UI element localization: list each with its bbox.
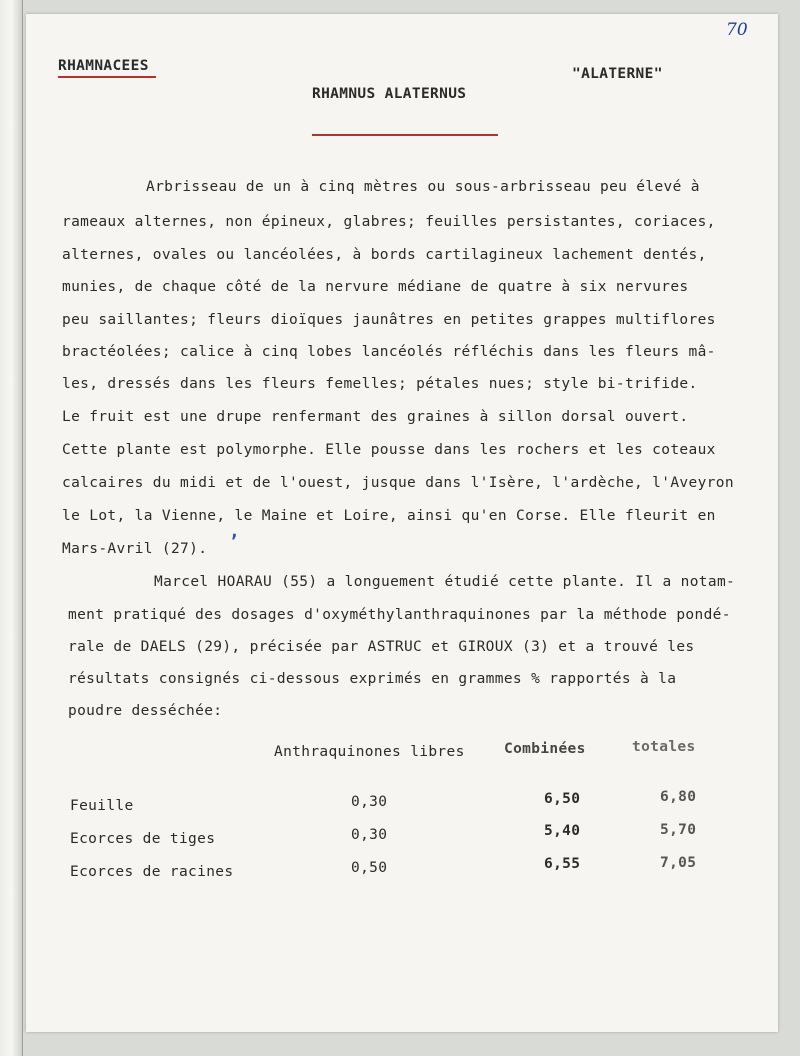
family-heading: RHAMNACEES xyxy=(58,58,149,74)
text-line: calcaires du midi et de l'ouest, jusque dans l'Isère, l'ardèche, l'Aveyron xyxy=(62,475,734,491)
text-line: alternes, ovales ou lancéolées, à bords cartilagineux lachement dentés, xyxy=(62,247,707,263)
common-name: "ALATERNE" xyxy=(572,66,663,82)
table-cell-totales: 6,80 xyxy=(660,789,697,805)
text-line: bractéolées; calice à cinq lobes lancéolés réfléchis dans les fleurs mâ- xyxy=(62,344,716,360)
text-line: rameaux alternes, non épineux, glabres; feuilles persistantes, coriaces, xyxy=(62,214,716,230)
table-header-combinees: Combinées xyxy=(504,741,586,757)
title-rule xyxy=(312,134,498,136)
table-row-label: Feuille xyxy=(70,798,134,814)
table-cell-combinees: 5,40 xyxy=(544,823,581,839)
table-row-label: Ecorces de racines xyxy=(70,864,234,880)
text-line: rale de DAELS (29), précisée par ASTRUC et GIROUX (3) et a trouvé les xyxy=(68,639,695,655)
text-line: Arbrisseau de un à cinq mètres ou sous-arbrisseau peu élevé à xyxy=(146,179,700,195)
text-line: ment pratiqué des dosages d'oxyméthylanthraquinones par la méthode pondé- xyxy=(68,607,731,623)
table-cell-combinees: 6,50 xyxy=(544,791,581,807)
text-line: peu saillantes; fleurs dioïques jaunâtres en petites grappes multiflores xyxy=(62,312,716,328)
table-cell-totales: 5,70 xyxy=(660,822,697,838)
species-title: RHAMNUS ALATERNUS xyxy=(312,86,467,102)
table-row-label: Ecorces de tiges xyxy=(70,831,216,847)
text-line: les, dressés dans les fleurs femelles; pétales nues; style bi-trifide. xyxy=(62,376,698,392)
text-line: munies, de chaque côté de la nervure médiane de quatre à six nervures xyxy=(62,279,689,295)
table-cell-libres: 0,30 xyxy=(351,794,388,810)
table-header-libres: Anthraquinones libres xyxy=(274,744,465,760)
book-binding xyxy=(0,0,23,1056)
text-line: Marcel HOARAU (55) a longuement étudié cette plante. Il a notam- xyxy=(154,574,736,590)
text-line: poudre desséchée: xyxy=(68,703,223,719)
table-cell-totales: 7,05 xyxy=(660,855,697,871)
text-line: Cette plante est polymorphe. Elle pousse dans les rochers et les coteaux xyxy=(62,442,716,458)
text-line: le Lot, la Vienne, le Maine et Loire, ainsi qu'en Corse. Elle fleurit en xyxy=(62,508,716,524)
table-cell-libres: 0,50 xyxy=(351,860,388,876)
page-number: 70 xyxy=(726,20,748,40)
typed-page xyxy=(26,14,778,1032)
text-line: Mars-Avril (27). xyxy=(62,541,208,557)
text-line: résultats consignés ci-dessous exprimés en grammes % rapportés à la xyxy=(68,671,677,687)
handwritten-correction-mark: , xyxy=(229,521,241,542)
family-underline xyxy=(58,76,156,78)
table-cell-combinees: 6,55 xyxy=(544,856,581,872)
table-cell-libres: 0,30 xyxy=(351,827,388,843)
table-header-totales: totales xyxy=(632,739,696,755)
text-line: Le fruit est une drupe renfermant des graines à sillon dorsal ouvert. xyxy=(62,409,689,425)
